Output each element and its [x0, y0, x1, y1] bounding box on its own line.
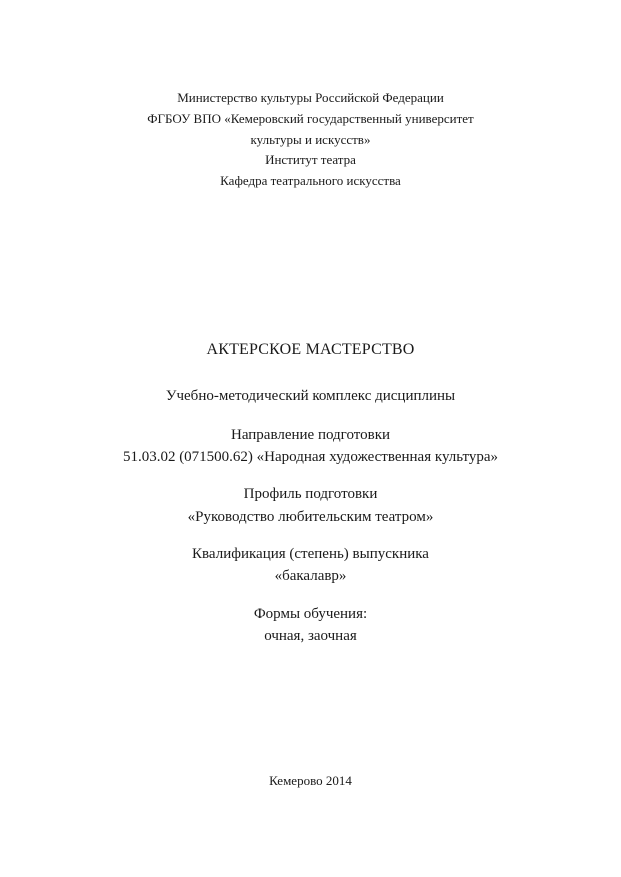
profile-label: Профиль подготовки	[243, 486, 378, 502]
qualification-label: Квалификация (степень) выпускника	[192, 546, 429, 562]
institute-line: Институт театра	[265, 152, 356, 167]
university-line-2: культуры и искусств»	[250, 132, 371, 147]
document-title: АКТЕРСКОЕ МАСТЕРСТВО	[206, 341, 415, 358]
profile-value: «Руководство любительским театром»	[187, 509, 434, 525]
direction-label: Направление подготовки	[230, 427, 391, 443]
qualification-value: «бакалавр»	[274, 568, 347, 584]
document-subtitle: Учебно-методический комплекс дисциплины	[165, 388, 456, 404]
university-line-1: ФГБОУ ВПО «Кемеровский государственный университет	[147, 111, 474, 126]
study-forms-label: Формы обучения:	[253, 606, 368, 622]
ministry-line: Министерство культуры Российской Федерации	[177, 90, 444, 105]
department-line: Кафедра театрального искусства	[220, 173, 401, 188]
city-year: Кемерово 2014	[269, 773, 352, 788]
study-forms-value: очная, заочная	[264, 628, 357, 644]
direction-value: 51.03.02 (071500.62) «Народная художественная культура»	[122, 449, 499, 465]
